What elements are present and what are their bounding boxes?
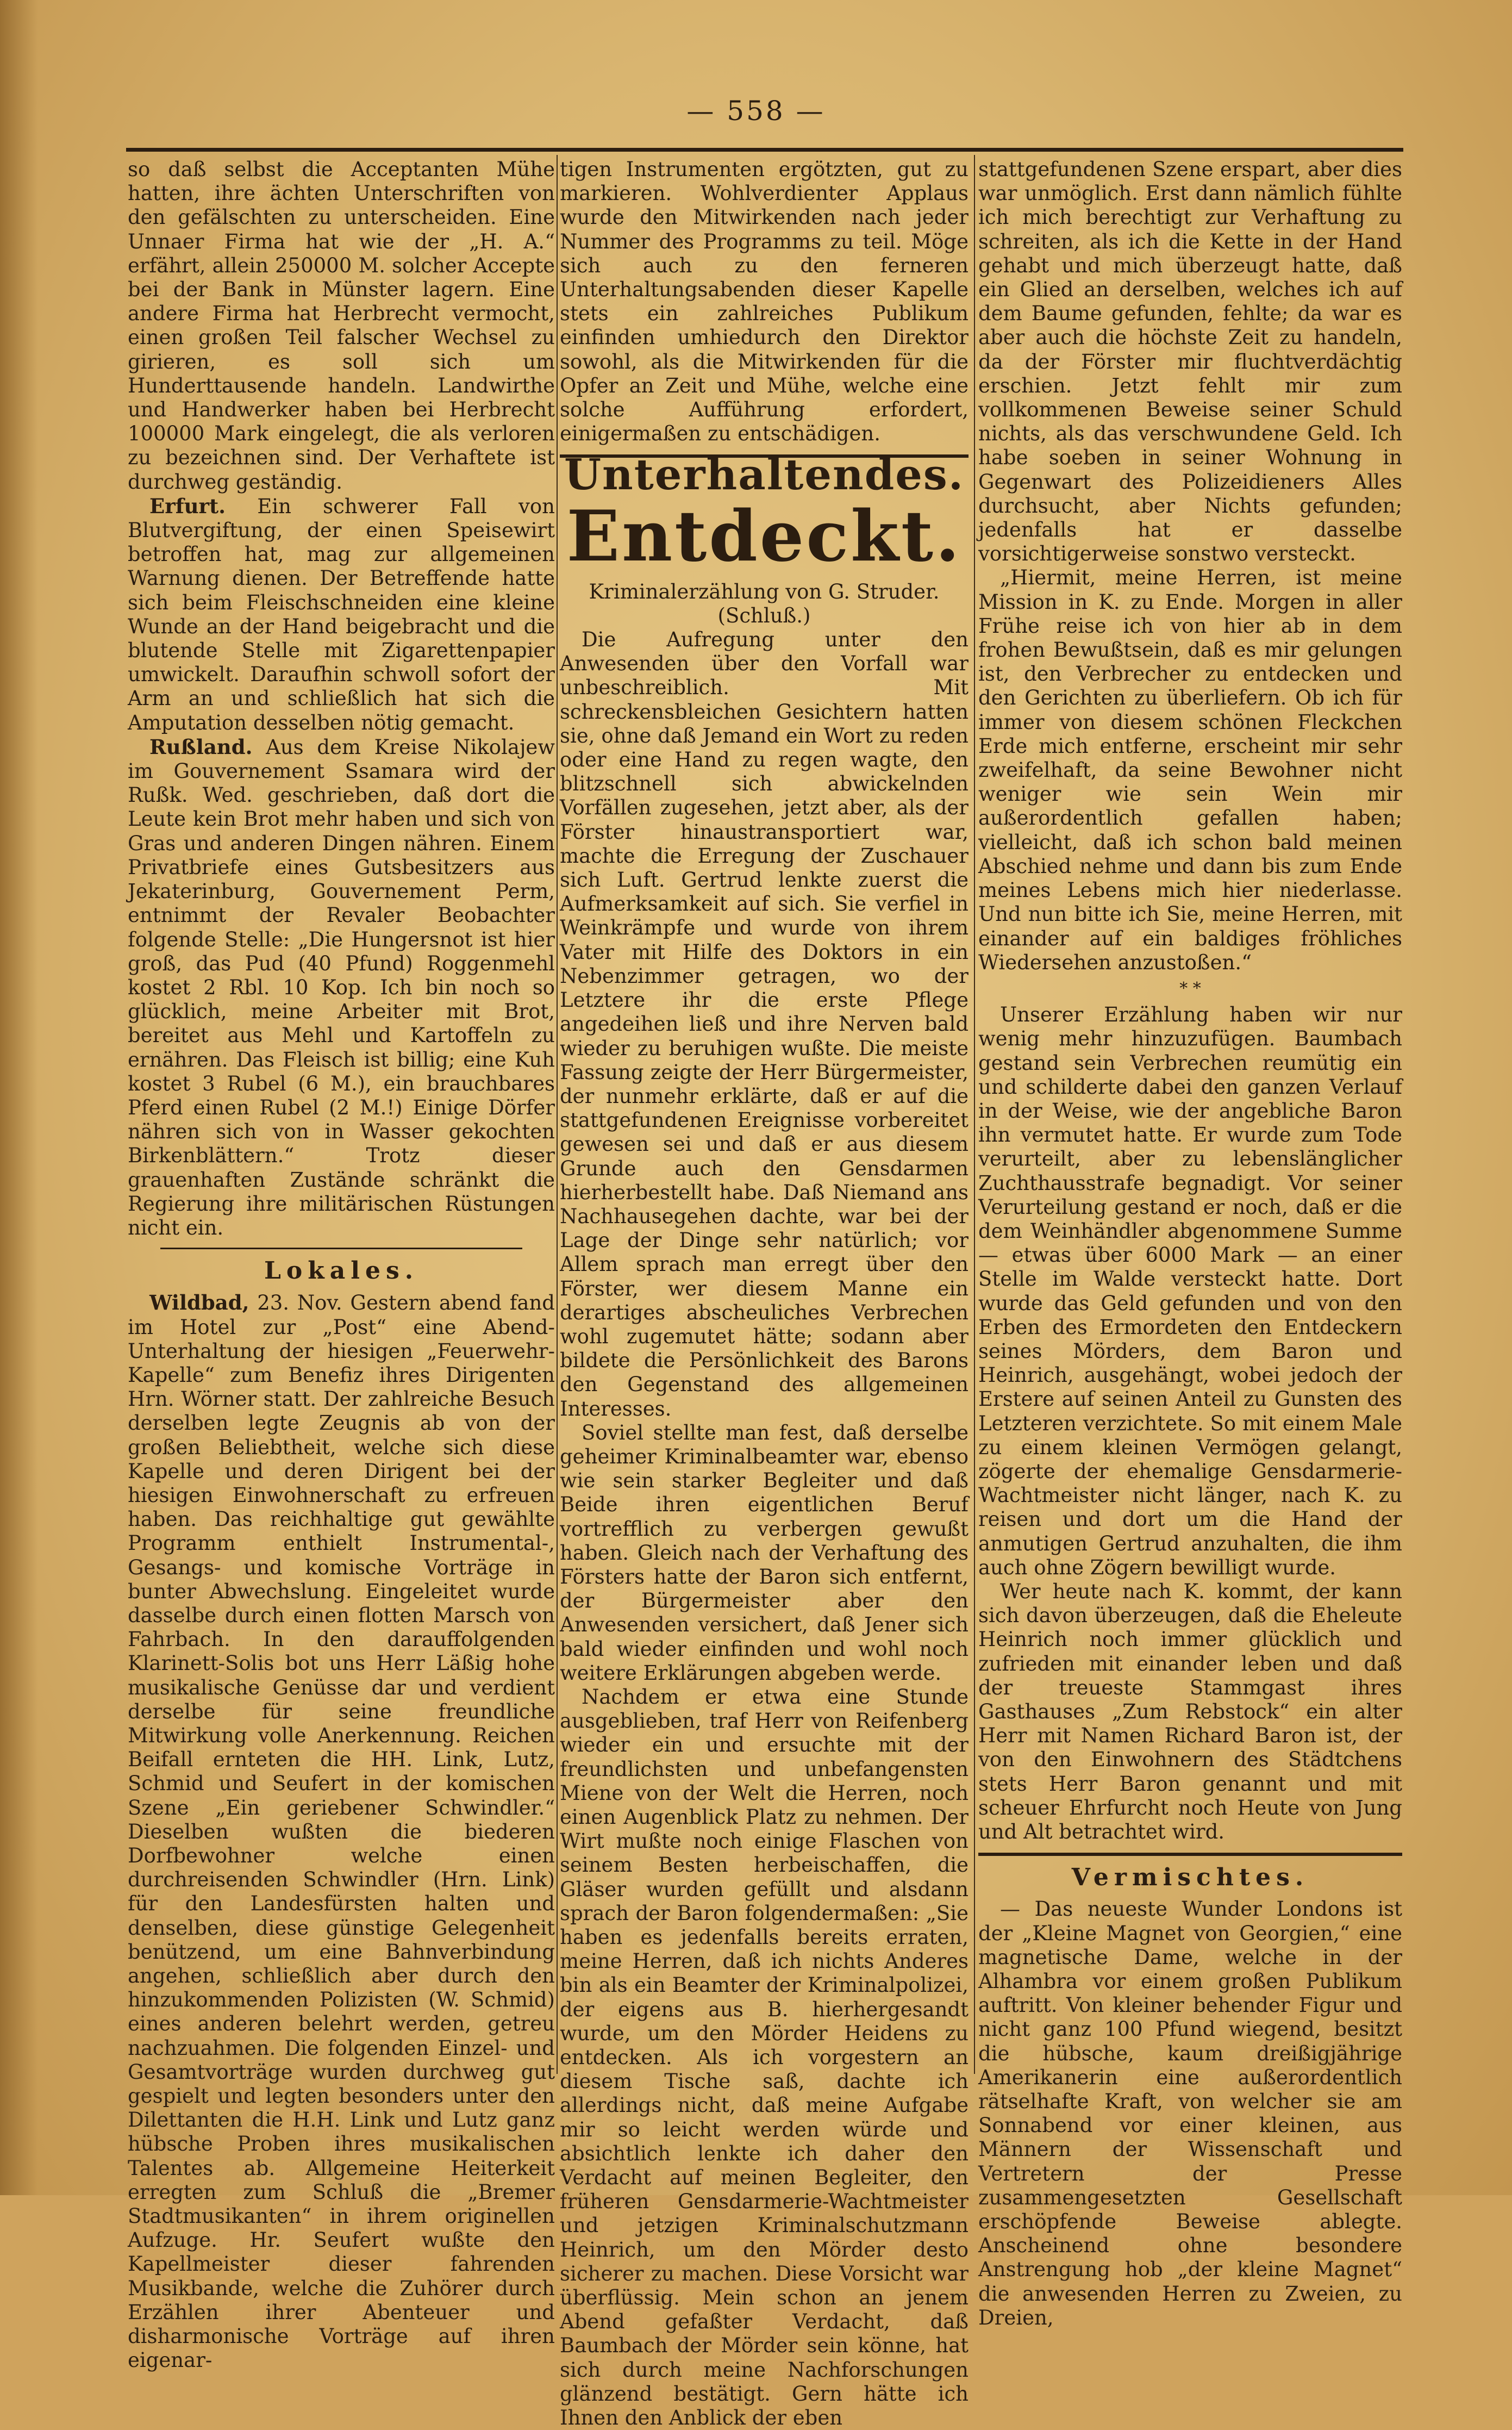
- column-2: [560, 158, 969, 2430]
- dateline: Erfurt.: [149, 494, 226, 518]
- story-paragraph: Wer heute nach K. kommt, der kann sich davon überzeugen, daß die Eheleute Heinrich noch immer glücklich und zufrieden mit einander leben und daß der treueste Stammgast ihres Gasthauses „Zum Rebstock“ ein alter Herr mit Namen Richard Baron ist, der von den Einwohnern des Städtchens stets Herr Baron genannt und mit scheuer Ehrfurcht noch Heute von Jung und Alt betrachtet wird.: [978, 1579, 1402, 1844]
- page-number: — 558 —: [686, 95, 826, 127]
- article-russland: [128, 735, 555, 1240]
- story-title: Entdeckt.: [566, 495, 962, 577]
- story-byline: Kriminalerzählung von G. Struder.: [589, 580, 940, 603]
- story-paragraph: Die Aufregung unter den Anwesenden über den Vorfall war unbeschreiblich. Mit schreckensbleichen Gesichtern hatten sie, ohne daß Jemand ein Wort zu reden oder eine Hand zu regen wagte, den blitzschnell sich abwickelnden Vorfällen zugesehen, jetzt aber, als der Förster hinaustransportiert war, machte die Erregung der Zuschauer sich Luft. Gertrud lenkte zuerst die Aufmerksamkeit auf sich. Sie verfiel in Weinkrämpfe und wurde von ihrem Vater mit Hilfe des Doktors in ein Nebenzimmer getragen, wo der Letztere ihr die erste Pflege angedeihen ließ und ihre Nerven bald wieder zu beruhigen wußte. Die meiste Fassung zeigte der Herr Bürgermeister, der nunmehr erklärte, daß er auf die stattgefundenen Ereignisse vorbereitet gewesen sei und daß er aus diesem Grunde auch den Gensdarmen hierherbestellt habe. Daß Niemand ans Nachhausegehen dachte, war bei der Lage der Dinge sehr natürlich; vor Allem sprach man erregt über den Förster, wer diesem Manne ein derartiges abscheuliches Verbrechen wohl zugemutet hätte; sodann aber bildete die Persönlichkeit des Barons den Gegenstand des allgemeinen Interesses.: [560, 628, 969, 1420]
- story-paragraph: „Hiermit, meine Herren, ist meine Mission in K. zu Ende. Morgen in aller Frühe reise ich von hier ab in dem frohen Bewußtsein, daß es mir gelungen ist, den Verbrecher zu entdecken und den Gerichten zu überliefern. Ob ich für immer von diesem schönen Fleckchen Erde mich entferne, erscheint mir sehr zweifelhaft, da seine Bewohner nicht weniger wie sein Wein mir außerordentlich gefallen haben; vielleicht, daß ich schon bald meinen Abschied nehme und dann bis zum Ende meines Lebens mich hier niederlasse. Und nun bitte ich Sie, meine Herren, mit einander auf ein baldiges fröhliches Wiedersehen anzustoßen.“: [978, 566, 1402, 974]
- section-divider: [160, 1248, 522, 1249]
- header-rule: [126, 148, 1403, 152]
- column-3: [978, 158, 1402, 2329]
- section-heading-vermischtes: Vermischtes.: [1071, 1864, 1309, 1892]
- column-1: [128, 158, 555, 2372]
- article-text: 23. Nov. Gestern abend fand im Hotel zur „Post“ eine Abend-Unterhaltung der hiesigen „Feuerwehr-Kapelle“ zum Benefiz ihres Dirigenten Hrn. Wörner statt. Der zahlreiche Besuch derselben legte Zeugnis ab von der großen Beliebtheit, welche sich diese Kapelle und deren Dirigent bei der hiesigen Einwohnerschaft zu erfreuen haben. Das reichhaltige gut gewählte Programm enthielt Instrumental-, Gesangs- und komische Vorträge in bunter Abwechslung. Eingeleitet wurde dasselbe durch einen flotten Marsch von Fahrbach. In den darauffolgenden Klarinett-Solis bot uns Herr Läßig hohe musikalische Genüsse dar und verdient derselbe für seine freundliche Mitwirkung volle Anerkennung. Reichen Beifall ernteten die HH. Link, Lutz, Schmid und Seufert in der komischen Szene „Ein geriebener Schwindler.“ Dieselben wußten die biederen Dorfbewohner welche einen durchreisenden Schwindler (Hrn. Link) für den Landesfürsten halten und denselben, diese günstige Gelegenheit benützend, um eine Bahnverbindung angehen, schließlich aber durch den hinzukommenden Polizisten (W. Schmid) eines anderen belehrt werden, getreu nachzuahmen. Die folgenden Einzel- und Gesamtvorträge wurden durchweg gut gespielt und legten besonders unter den Dilettanten die H.H. Link und Lutz ganz hübsche Proben ihres musikalischen Talentes ab. Allgemeine Heiterkeit erregten zum Schluß die „Bremer Stadtmusikanten“ in ihrem originellen Aufzuge. Hr. Seufert wußte den Kapellmeister dieser fahrenden Musikbande, welche die Zuhörer durch Erzählen ihrer Abenteuer und disharmonische Vorträge auf ihren eigenar-: [128, 1291, 555, 2372]
- section-heading-lokales: Lokales.: [264, 1257, 419, 1285]
- story-paragraph: Unserer Erzählung haben wir nur wenig mehr hinzuzufügen. Baumbach gestand sein Verbrechen reumütig ein und schilderte dabei den ganzen Verlauf in der Weise, wie der angebliche Baron ihn vermutet hatte. Er wurde zum Tode verurteilt, aber zu lebenslänglicher Zuchthausstrafe begnadigt. Vor seiner Verurteilung gestand er noch, daß er die dem Weinhändler abgenommene Summe — etwas über 6000 Mark — an einer Stelle im Walde versteckt hatte. Dort wurde das Geld gefunden und von den Erben des Ermordeten den Entdeckern seines Mörders, dem Baron und Heinrich, ausgehängt, wobei jedoch der Erstere auf seinen Anteil zu Gunsten des Letzteren verzichtete. So mit einem Male zu einem kleinen Vermögen gelangt, zögerte der ehemalige Gensdarmerie-Wachtmeister nicht länger, nach K. zu reisen und dort um die Hand der anmutigen Gertrud anzuhalten, die ihm auch ohne Zögern bewilligt wurde.: [978, 1003, 1402, 1579]
- dateline: Wildbad,: [149, 1291, 249, 1315]
- section-divider: [978, 1853, 1402, 1856]
- article-text: tigen Instrumenten ergötzten, gut zu markieren. Wohlverdienter Applaus wurde den Mitwirkenden nach jeder Nummer des Programms zu teil. Möge sich auch zu den ferneren Unterhaltungsabenden dieser Kapelle stets ein zahlreiches Publikum einfinden umhiedurch den Direktor sowohl, als die Mitwirkenden für die Opfer an Zeit und Mühe, welche eine solche Aufführung erfordert, einigermaßen zu entschädigen.: [560, 158, 969, 446]
- story-paragraph: stattgefundenen Szene erspart, aber dies war unmöglich. Erst dann nämlich fühlte ich mich berechtigt zur Verhaftung zu schreiten, als ich die Kette in der Hand gehabt und mich überzeugt hatte, daß ein Glied an derselben, welches ich auf dem Baume gefunden, fehlte; da war es aber auch die höchste Zeit zu handeln, da der Förster mir fluchtverdächtig erschien. Jetzt fehlt mir zum vollkommenen Beweise seiner Schuld nichts, als das verschwundene Geld. Ich habe soeben in seiner Wohnung in Gegenwart des Polizeidieners Alles durchsucht, aber Nichts gefunden; jedenfalls hat er dasselbe vorsichtigerweise sonstwo versteckt.: [978, 158, 1402, 566]
- column-rule-2: [974, 155, 975, 2074]
- section-stars: * *: [1179, 979, 1201, 998]
- article-wildbad: [128, 1291, 555, 2372]
- page-edge-shadow: [0, 0, 38, 2195]
- article-erfurt: [128, 494, 555, 735]
- article-text: so daß selbst die Acceptanten Mühe hatten, ihre ächten Unterschriften von den gefälschten zu unterscheiden. Eine Unnaer Firma hat wie der „H. A.“ erfährt, allein 250000 M. solcher Accepte bei der Bank in Münster lagern. Eine andere Firma hat Herbrecht vermocht, einen großen Teil falscher Wechsel zu girieren, es soll sich um Hunderttausende handeln. Landwirthe und Handwerker haben bei Herbrecht 100000 Mark eingelegt, die als verloren zu bezeichnen sind. Der Verhaftete ist durchweg geständig.: [128, 158, 555, 494]
- dateline: Rußland.: [149, 734, 253, 759]
- story-part-note: (Schluß.): [717, 603, 811, 627]
- column-rule-1: [557, 155, 558, 2074]
- article-text: — Das neueste Wunder Londons ist der „Kleine Magnet von Georgien,“ eine magnetische Dame, welche in der Alhambra vor einem großen Publikum auftritt. Von kleiner behender Figur und nicht ganz 100 Pfund wiegend, besitzt die hübsche, kaum dreißigjährige Amerikanerin eine außerordentlich rätselhafte Kraft, von welcher sie am Sonnabend vor einer kleinen, aus Männern der Wissenschaft und Vertretern der Presse zusammengesetzten Gesellschaft erschöpfende Beweise ablegte. Anscheinend ohne besondere Anstrengung hob „der kleine Magnet“ die anwesenden Herren zu Zweien, zu Dreien,: [978, 1897, 1402, 2329]
- story-paragraph: Nachdem er etwa eine Stunde ausgeblieben, traf Herr von Reifenberg wieder ein und ersuchte mit der freundlichsten und unbefangensten Miene von der Welt die Herren, noch einen Augenblick Platz zu nehmen. Der Wirt mußte noch einige Flaschen von seinem Besten herbeischaffen, die Gläser wurden gefüllt und alsdann sprach der Baron folgendermaßen: „Sie haben es jedenfalls bereits erraten, meine Herren, daß ich nichts Anderes bin als ein Beamter der Kriminalpolizei, der eigens aus B. hierhergesandt wurde, um den Mörder Heidens zu entdecken. Als ich vorgestern an diesem Tische saß, dachte ich allerdings nicht, daß meine Aufgabe mir so leicht werden würde und absichtlich lenkte ich daher den Verdacht auf meinen Begleiter, den früheren Gensdarmerie-Wachtmeister und jetzigen Kriminalschutzmann Heinrich, um den Mörder desto sicherer zu machen. Diese Vorsicht war überflüssig. Mein schon an jenem Abend gefaßter Verdacht, daß Baumbach der Mörder sein könne, hat sich durch meine Nachforschungen glänzend bestätigt. Gern hätte ich Ihnen den Anblick der eben: [560, 1685, 969, 2430]
- article-text: Aus dem Kreise Nikolajew im Gouvernement Ssamara wird der Rußk. Wed. geschrieben, daß dort die Leute kein Brot mehr haben und sich von Gras und anderen Dingen nähren. Einem Privatbriefe eines Gutsbesitzers aus Jekaterinburg, Gouvernement Perm, entnimmt der Revaler Beobachter folgende Stelle: „Die Hungersnot ist hier groß, das Pud (40 Pfund) Roggenmehl kostet 2 Rbl. 10 Kop. Ich bin noch so glücklich, meine Arbeiter mit Brot, bereitet aus Mehl und Kartoffeln zu ernähren. Das Fleisch ist billig; eine Kuh kostet 3 Rubel (6 M.), ein brauchbares Pferd einen Rubel (2 M.!) Einige Dörfer nähren sich von in Wasser gekochten Birkenblättern.“ Trotz dieser grauenhaften Zustände schränkt die Regierung ihre militärischen Rüstungen nicht ein.: [128, 735, 555, 1239]
- section-heading-unterhaltendes: Unterhaltendes.: [564, 450, 964, 500]
- article-text: Ein schwerer Fall von Blutvergiftung, der einen Speisewirt betroffen hat, mag zur allgemeinen Warnung dienen. Der Betreffende hatte sich beim Fleischschneiden eine kleine Wunde an der Hand beigebracht und die blutende Stelle mit Zigarettenpapier umwickelt. Daraufhin schwoll sofort der Arm an und schließlich hat sich die Amputation desselben nötig gemacht.: [128, 494, 555, 734]
- story-paragraph: Soviel stellte man fest, daß derselbe geheimer Kriminalbeamter war, ebenso wie sein starker Begleiter und daß Beide ihren eigentlichen Beruf vortrefflich zu verbergen gewußt haben. Gleich nach der Verhaftung des Försters hatte der Baron sich entfernt, der Bürgermeister aber den Anwesenden versichert, daß Jener sich bald wieder einfinden und wohl noch weitere Erklärungen abgeben werde.: [560, 1420, 969, 1685]
